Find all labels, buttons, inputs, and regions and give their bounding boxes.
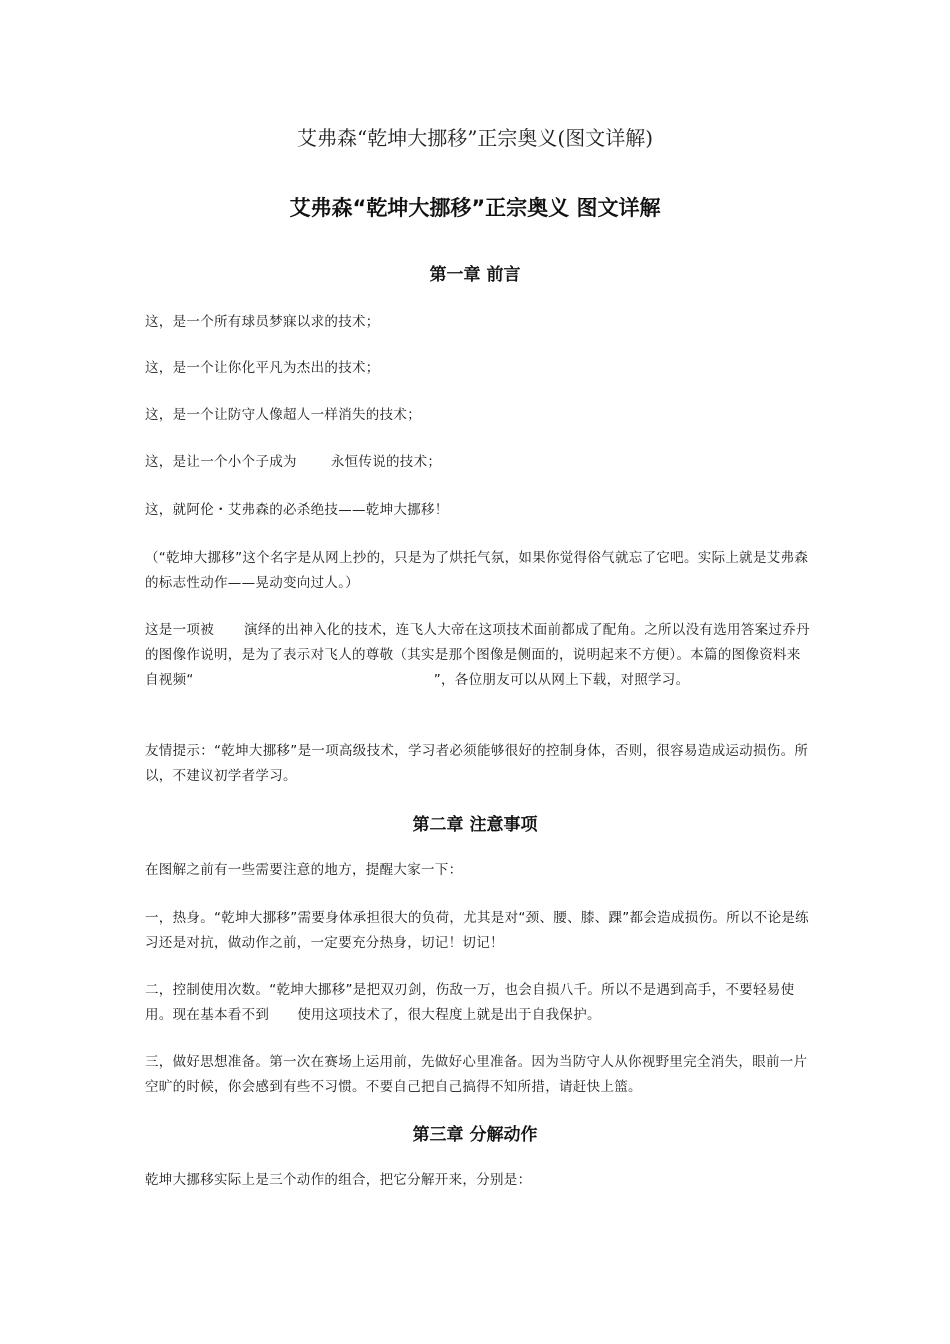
document-title-top: 艾弗森“乾坤大挪移”正宗奥义(图文详解) bbox=[296, 126, 654, 150]
paragraph-4-part-a: 这，是让一个小个子成为 bbox=[145, 454, 297, 470]
paragraph-8: 友情提示：“乾坤大挪移”是一项高级技术，学习者必须能够很好的控制身体，否则，很容易造成运动损伤。所以，不建议初学者学习。 bbox=[145, 743, 809, 784]
paragraph-11-part-a: 二，控制使用次数。“乾坤大挪移”是把双刃剑，伤敌一万，也会自损八千。所以不是遇到高手，不要轻易使用。现在基本看不到 bbox=[145, 982, 795, 1023]
paragraph-2: 这，是一个让你化平凡为杰出的技术； bbox=[145, 360, 380, 376]
paragraph-7-part-a: 这是一项被 bbox=[145, 622, 214, 638]
paragraph-13: 乾坤大挪移实际上是三个动作的组合，把它分解开来，分别是： bbox=[145, 1172, 532, 1188]
chapter-1-heading: 第一章 前言 bbox=[429, 265, 521, 285]
chapter-2-heading: 第二章 注意事项 bbox=[412, 815, 538, 835]
paragraph-4-part-b: 永恒传说的技术； bbox=[330, 454, 442, 470]
paragraph-4 bbox=[145, 450, 810, 475]
paragraph-1: 这，是一个所有球员梦寐以求的技术； bbox=[145, 314, 380, 330]
paragraph-9: 在图解之前有一些需要注意的地方，提醒大家一下： bbox=[145, 862, 463, 878]
paragraph-11 bbox=[145, 978, 810, 1028]
paragraph-10: 一，热身。“乾坤大挪移”需要身体承担很大的负荷，尤其是对“颈、腰、膝、踝”都会造成损伤。所以不论是练习还是对抗，做动作之前，一定要充分热身，切记！切记！ bbox=[145, 910, 809, 951]
paragraph-7-part-c: ”，各位朋友可以从网上下载，对照学习。 bbox=[433, 672, 690, 688]
paragraph-5: 这，就阿伦・艾弗森的必杀绝技——乾坤大挪移！ bbox=[145, 502, 449, 518]
paragraph-12: 三，做好思想准备。第一次在赛场上运用前，先做好心里准备。因为当防守人从你视野里完全消失，眼前一片空旷的时候，你会感到有些不习惯。不要自己把自己搞得不知所措，请赶快上篮。 bbox=[145, 1054, 808, 1095]
paragraph-6: （“乾坤大挪移”这个名字是从网上抄的，只是为了烘托气氛，如果你觉得俗气就忘了它吧。实际上就是艾弗森的标志性动作——晃动变向过人。） bbox=[145, 550, 809, 591]
paragraph-7-part-b: 演绎的出神入化的技术，连飞人大帝在这项技术面前都成了配角。之所以没有选用答案过乔丹的图像作说明，是为了表示对飞人的尊敬（其实是那个图像是侧面的，说明起来不方便）。本篇的图像资料来自视频“ bbox=[145, 622, 810, 688]
paragraph-11-part-b: 使用这项技术了，很大程度上就是出于自我保护。 bbox=[297, 1007, 601, 1023]
paragraph-3: 这，是一个让防守人像超人一样消失的技术； bbox=[145, 407, 421, 423]
chapter-3-heading: 第三章 分解动作 bbox=[412, 1125, 538, 1145]
paragraph-7 bbox=[145, 618, 810, 693]
document-title-main: 艾弗森“乾坤大挪移”正宗奥义 图文详解 bbox=[289, 196, 661, 220]
